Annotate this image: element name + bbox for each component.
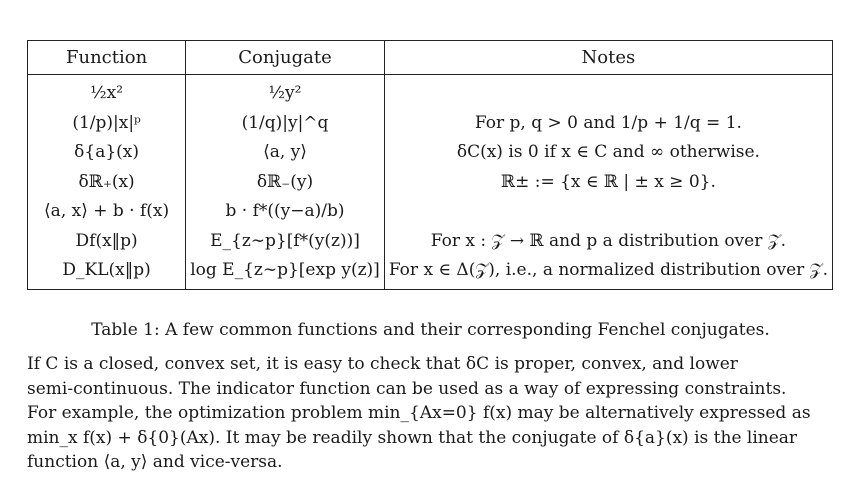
function-cell: δ{a}(x) xyxy=(28,138,186,168)
paragraph-line: min_x f(x) + δ{0}(Ax). It may be readily shown that the conjugate of δ{a}(x) is the linear xyxy=(27,427,798,448)
notes-cell: For x ∈ Δ(𝒵), i.e., a normalized distribution over 𝒵. xyxy=(384,256,832,289)
table-row xyxy=(28,75,833,109)
table-row xyxy=(28,138,833,168)
table-row xyxy=(28,109,833,139)
conjugate-cell: E_{z∼p}[f*(y(z))] xyxy=(186,227,385,257)
table-caption: Table 1: A few common functions and their corresponding Fenchel conjugates. xyxy=(91,320,770,340)
conjugate-cell: b · f*((y−a)/b) xyxy=(186,197,385,227)
paragraph-line: function ⟨a, y⟩ and vice-versa. xyxy=(27,452,283,472)
conjugates-table xyxy=(27,40,833,290)
table-row xyxy=(28,168,833,198)
function-cell: ½x² xyxy=(28,75,186,109)
conjugate-cell: δℝ₋(y) xyxy=(186,168,385,198)
notes-cell xyxy=(384,197,832,227)
header-conjugate: Conjugate xyxy=(186,41,385,75)
function-cell: D_KL(x‖p) xyxy=(28,256,186,289)
notes-cell: For x : 𝒵 → ℝ and p a distribution over 𝒵. xyxy=(384,227,832,257)
notes-cell: δC(x) is 0 if x ∈ C and ∞ otherwise. xyxy=(384,138,832,168)
body-paragraph xyxy=(27,352,835,475)
table-row xyxy=(28,227,833,257)
function-cell: Df(x‖p) xyxy=(28,227,186,257)
paragraph-line: semi-continuous. The indicator function can be used as a way of expressing constraints. xyxy=(27,378,787,399)
conjugate-cell: log E_{z∼p}[exp y(z)] xyxy=(186,256,385,289)
function-cell: δℝ₊(x) xyxy=(28,168,186,198)
conjugate-cell: ⟨a, y⟩ xyxy=(186,138,385,168)
paragraph-line: If C is a closed, convex set, it is easy to check that δC is proper, convex, and lower xyxy=(27,354,738,374)
function-cell: (1/p)|x|ᵖ xyxy=(28,109,186,139)
function-cell: ⟨a, x⟩ + b · f(x) xyxy=(28,197,186,227)
paragraph-line: For example, the optimization problem min_{Ax=0} f(x) may be alternatively expressed as xyxy=(27,403,811,423)
table-header-row xyxy=(28,41,833,75)
notes-cell: For p, q > 0 and 1/p + 1/q = 1. xyxy=(384,109,832,139)
notes-cell xyxy=(384,75,832,109)
conjugate-cell: (1/q)|y|^q xyxy=(186,109,385,139)
header-function: Function xyxy=(28,41,186,75)
table-row xyxy=(28,197,833,227)
conjugate-cell: ½y² xyxy=(186,75,385,109)
header-notes: Notes xyxy=(384,41,832,75)
notes-cell: ℝ± := {x ∈ ℝ | ± x ≥ 0}. xyxy=(384,168,832,198)
table-row xyxy=(28,256,833,289)
